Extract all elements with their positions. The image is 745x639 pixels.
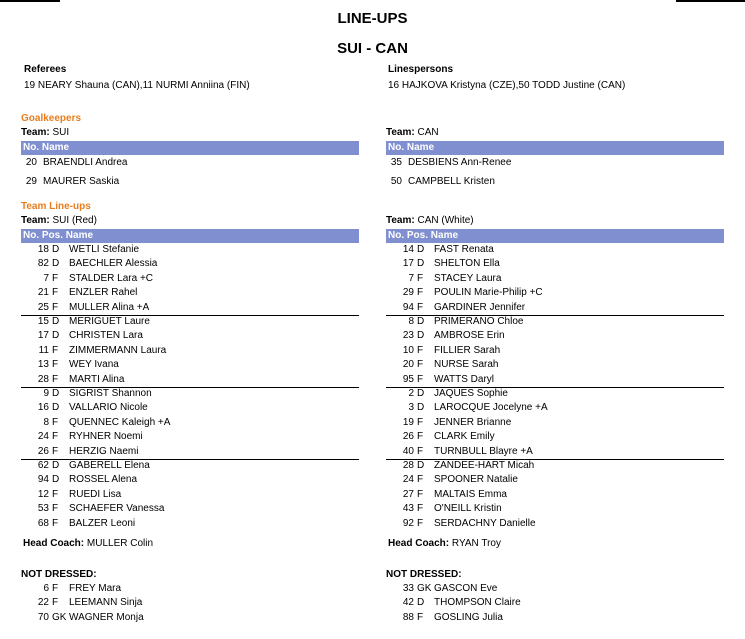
player-number: 29	[25, 176, 37, 187]
player-position: D	[52, 316, 60, 327]
player-number: 50	[390, 176, 402, 187]
player-position: D	[52, 474, 60, 486]
player-row	[21, 416, 359, 430]
player-number: 82	[37, 258, 49, 270]
player-name: MALTAIS Emma	[434, 488, 507, 500]
player-number: 35	[390, 157, 402, 168]
head-coach-label: Head Coach:	[388, 538, 450, 549]
not-dressed-label-left: NOT DRESSED:	[21, 569, 97, 580]
player-name: LEEMANN Sinja	[69, 597, 143, 609]
player-name: ENZLER Rahel	[69, 287, 138, 299]
player-number: 6	[43, 583, 49, 594]
player-number: 8	[43, 416, 49, 428]
player-name: SIGRIST Shannon	[69, 388, 152, 399]
player-name: CHRISTEN Lara	[69, 330, 143, 342]
player-row	[386, 488, 724, 502]
player-row	[386, 582, 724, 596]
player-row	[21, 387, 359, 401]
player-position: F	[417, 373, 424, 385]
player-row	[386, 596, 724, 610]
player-number: 94	[402, 301, 414, 313]
player-number: 70	[37, 611, 49, 623]
player-number: 43	[402, 503, 414, 515]
player-name: STALDER Lara +C	[69, 272, 154, 284]
gk-header-left: No. Name	[21, 141, 359, 155]
player-name: BRAENDLI Andrea	[43, 157, 128, 168]
player-number: 33	[402, 583, 414, 594]
player-name: DESBIENS Ann-Renee	[408, 157, 512, 168]
player-position: F	[417, 416, 424, 428]
player-position: D	[417, 388, 425, 399]
player-number: 25	[37, 301, 49, 313]
lineup-header-left: No. Pos. Name	[21, 229, 359, 243]
player-number: 68	[37, 517, 49, 529]
team-label: Team:	[386, 127, 415, 138]
player-name: AMBROSE Erin	[434, 330, 505, 342]
player-position: D	[52, 460, 60, 471]
player-position: F	[52, 287, 59, 299]
player-position: F	[417, 301, 424, 313]
player-position: F	[52, 301, 59, 313]
player-number: 2	[408, 388, 414, 399]
player-number: 24	[37, 431, 49, 443]
team-name: SUI (Red)	[52, 215, 97, 226]
page-title: LINE-UPS	[337, 10, 408, 27]
player-name: FAST Renata	[434, 244, 494, 255]
player-position: D	[52, 330, 60, 342]
player-number: 15	[37, 316, 49, 327]
goalkeepers-section-title: Goalkeepers	[21, 113, 82, 124]
player-name: ROSSEL Alena	[69, 474, 138, 486]
player-row	[21, 286, 359, 300]
player-name: MARTI Alina	[69, 373, 125, 385]
head-coach-right	[388, 538, 501, 549]
player-name: MAURER Saskia	[43, 176, 120, 187]
player-number: 20	[25, 157, 37, 168]
player-position: GK	[52, 611, 67, 623]
player-row	[21, 430, 359, 444]
player-position: GK	[417, 583, 432, 594]
player-position: F	[417, 474, 424, 486]
player-name: SERDACHNY Danielle	[434, 517, 536, 529]
player-position: F	[417, 272, 424, 284]
team-name: CAN	[417, 127, 439, 138]
player-position: D	[417, 597, 425, 609]
player-row	[386, 401, 724, 415]
player-name: NURSE Sarah	[434, 359, 499, 371]
player-name: WEY Ivana	[69, 359, 119, 371]
player-name: GABERELL Elena	[69, 460, 150, 471]
top-border-left	[0, 0, 60, 2]
player-row	[386, 459, 724, 473]
player-name: MERIGUET Laure	[69, 316, 150, 327]
player-row	[386, 611, 724, 625]
player-number: 27	[402, 488, 414, 500]
player-name: GOSLING Julia	[434, 611, 503, 623]
player-row	[386, 358, 724, 372]
head-coach-name: MULLER Colin	[86, 538, 154, 549]
player-number: 14	[402, 244, 414, 255]
player-name: RYHNER Noemi	[69, 431, 143, 443]
player-name: CAMPBELL Kristen	[408, 176, 495, 187]
player-position: D	[52, 402, 60, 414]
player-name: BAECHLER Alessia	[69, 258, 158, 270]
player-number: 28	[402, 460, 414, 471]
player-row	[386, 257, 724, 271]
player-row	[21, 582, 359, 596]
gk-row	[386, 156, 724, 170]
player-number: 17	[37, 330, 49, 342]
player-position: D	[417, 258, 425, 270]
player-number: 53	[37, 503, 49, 515]
player-position: F	[52, 272, 59, 284]
player-number: 7	[408, 272, 414, 284]
lineup-header-right: No. Pos. Name	[386, 229, 724, 243]
player-name: ZANDEE-HART Micah	[434, 460, 535, 471]
player-position: F	[417, 611, 424, 623]
player-name: HERZIG Naemi	[69, 445, 139, 457]
player-number: 21	[37, 287, 49, 299]
player-position: F	[417, 359, 424, 371]
player-position: D	[417, 244, 425, 255]
player-row	[386, 315, 724, 329]
player-row	[21, 445, 359, 459]
referees-value: 19 NEARY Shauna (CAN),11 NURMI Anniina (FIN)	[24, 80, 250, 91]
gk-row	[21, 175, 359, 189]
player-name: GARDINER Jennifer	[434, 301, 526, 313]
player-position: F	[52, 445, 59, 457]
player-position: F	[417, 517, 424, 529]
player-name: FREY Mara	[69, 583, 122, 594]
player-row	[21, 473, 359, 487]
player-row	[21, 301, 359, 315]
player-position: F	[52, 359, 59, 371]
player-row	[21, 502, 359, 516]
not-dressed-label-right: NOT DRESSED:	[386, 569, 462, 580]
player-name: PRIMERANO Chloe	[434, 316, 524, 327]
player-name: TURNBULL Blayre +A	[434, 445, 533, 457]
gk-team-right	[386, 127, 439, 138]
linespersons-label: Linespersons	[388, 64, 454, 75]
player-position: F	[52, 373, 59, 385]
player-number: 10	[402, 344, 414, 356]
player-row	[21, 358, 359, 372]
player-position: F	[52, 517, 59, 529]
player-number: 3	[408, 402, 414, 414]
player-number: 17	[402, 258, 414, 270]
top-border-right	[676, 0, 745, 2]
lineup-team-left	[21, 215, 97, 226]
player-number: 7	[43, 272, 49, 284]
player-position: F	[417, 287, 424, 299]
player-name: SCHAEFER Vanessa	[69, 503, 165, 515]
player-row	[386, 373, 724, 387]
player-name: STACEY Laura	[434, 272, 502, 284]
player-position: F	[52, 597, 59, 609]
player-position: F	[52, 344, 59, 356]
team-label: Team:	[386, 215, 415, 226]
player-row	[386, 243, 724, 257]
player-name: WATTS Daryl	[434, 373, 494, 385]
player-position: D	[417, 402, 425, 414]
player-row	[386, 301, 724, 315]
match-title: SUI - CAN	[337, 40, 408, 57]
player-number: 20	[402, 359, 414, 371]
player-name: SHELTON Ella	[434, 258, 500, 270]
team-name: CAN (White)	[417, 215, 474, 226]
player-name: JAQUES Sophie	[434, 388, 508, 399]
player-name: BALZER Leoni	[69, 517, 136, 529]
player-number: 18	[37, 244, 49, 255]
player-row	[386, 430, 724, 444]
player-row	[386, 502, 724, 516]
lineup-team-right	[386, 215, 474, 226]
player-name: WAGNER Monja	[69, 611, 144, 623]
player-number: 11	[38, 344, 49, 356]
player-name: THOMPSON Claire	[434, 597, 521, 609]
player-name: GASCON Eve	[434, 583, 498, 594]
gk-team-left	[21, 127, 69, 138]
player-row	[21, 344, 359, 358]
player-row	[21, 329, 359, 343]
player-position: F	[417, 445, 424, 457]
head-coach-name: RYAN Troy	[451, 538, 501, 549]
player-position: F	[417, 488, 424, 500]
linespersons-value: 16 HAJKOVA Kristyna (CZE),50 TODD Justine (CAN)	[388, 80, 626, 91]
player-name: SPOONER Natalie	[434, 474, 518, 486]
player-position: D	[52, 258, 60, 270]
head-coach-label: Head Coach:	[23, 538, 85, 549]
player-position: D	[52, 388, 60, 399]
player-position: F	[417, 503, 424, 515]
player-number: 26	[37, 445, 49, 457]
player-name: MULLER Alina +A	[69, 301, 150, 313]
player-name: WETLI Stefanie	[69, 244, 140, 255]
player-position: F	[52, 416, 59, 428]
player-row	[386, 445, 724, 459]
player-name: RUEDI Lisa	[69, 488, 122, 500]
player-number: 24	[402, 474, 414, 486]
player-row	[386, 473, 724, 487]
player-name: O'NEILL Kristin	[434, 503, 502, 515]
player-position: D	[417, 316, 425, 327]
player-row	[386, 416, 724, 430]
player-position: F	[417, 344, 424, 356]
player-number: 19	[402, 416, 414, 428]
player-row	[386, 517, 724, 531]
player-row	[21, 243, 359, 257]
player-number: 92	[402, 517, 414, 529]
player-row	[21, 459, 359, 473]
gk-header-right: No. Name	[386, 141, 724, 155]
player-number: 22	[37, 597, 49, 609]
referees-label: Referees	[24, 64, 67, 75]
player-row	[386, 272, 724, 286]
player-row	[386, 286, 724, 300]
player-position: D	[52, 244, 60, 255]
player-position: F	[52, 488, 59, 500]
team-name: SUI	[52, 127, 70, 138]
player-position: D	[417, 460, 425, 471]
gk-row	[386, 175, 724, 189]
player-row	[21, 596, 359, 610]
player-number: 29	[402, 287, 414, 299]
team-label: Team:	[21, 215, 50, 226]
player-name: VALLARIO Nicole	[69, 402, 148, 414]
player-row	[386, 387, 724, 401]
player-number: 28	[37, 373, 49, 385]
player-number: 94	[37, 474, 49, 486]
player-name: JENNER Brianne	[434, 416, 512, 428]
player-name: CLARK Emily	[434, 431, 495, 443]
player-row	[21, 401, 359, 415]
player-row	[21, 257, 359, 271]
player-number: 8	[408, 316, 414, 327]
player-name: POULIN Marie-Philip +C	[434, 287, 543, 299]
gk-row	[21, 156, 359, 170]
player-number: 9	[43, 388, 49, 399]
player-position: F	[52, 583, 59, 594]
player-name: FILLIER Sarah	[434, 344, 501, 356]
player-row	[386, 344, 724, 358]
player-number: 42	[402, 597, 414, 609]
player-name: QUENNEC Kaleigh +A	[69, 416, 171, 428]
player-number: 13	[37, 359, 49, 371]
player-number: 62	[37, 460, 49, 471]
player-name: LAROCQUE Jocelyne +A	[434, 402, 548, 414]
player-number: 40	[402, 445, 414, 457]
player-row	[21, 373, 359, 387]
player-number: 23	[402, 330, 414, 342]
player-number: 88	[402, 611, 414, 623]
player-number: 12	[37, 488, 49, 500]
player-row	[21, 272, 359, 286]
player-name: ZIMMERMANN Laura	[69, 344, 167, 356]
player-row	[21, 315, 359, 329]
player-row	[386, 329, 724, 343]
player-row	[21, 517, 359, 531]
team-label: Team:	[21, 127, 50, 138]
head-coach-left	[23, 538, 153, 549]
player-number: 26	[402, 431, 414, 443]
player-position: F	[417, 431, 424, 443]
player-position: F	[52, 431, 59, 443]
player-row	[21, 611, 359, 625]
player-position: D	[417, 330, 425, 342]
lineups-section-title: Team Line-ups	[21, 201, 91, 212]
player-position: F	[52, 503, 59, 515]
player-number: 16	[37, 402, 49, 414]
player-number: 95	[402, 373, 414, 385]
player-row	[21, 488, 359, 502]
